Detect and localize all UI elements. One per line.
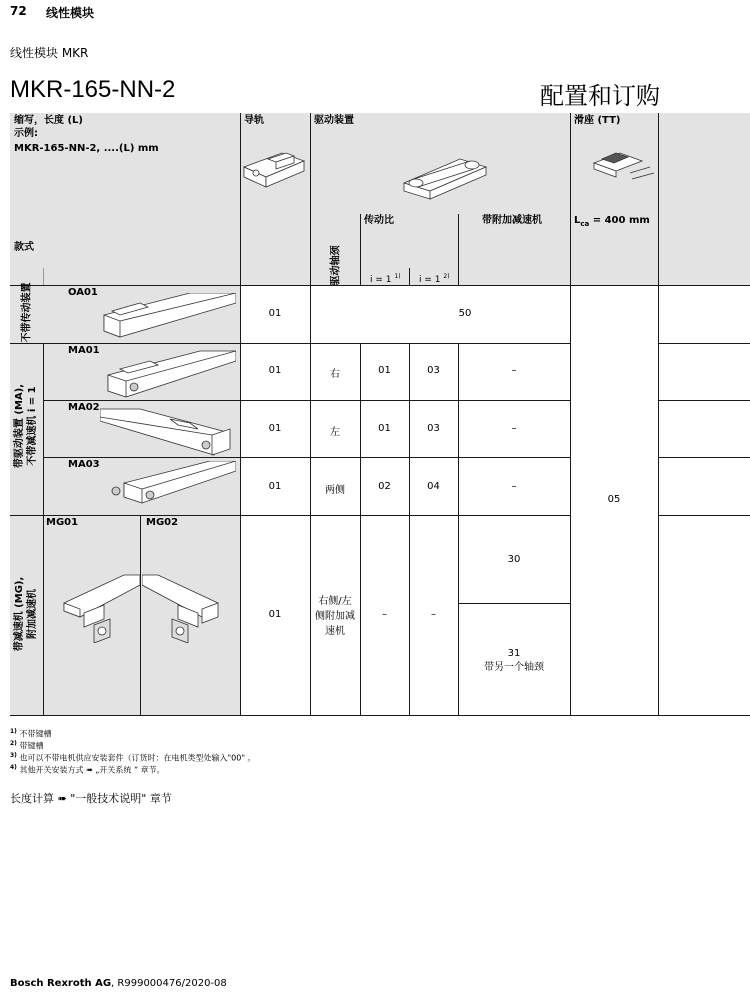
mg-ratio2: –	[431, 609, 436, 620]
footnote-4: $^{4)}$ 其他开关安装方式 ➠ „开关系统 “ 章节。	[10, 764, 165, 775]
row-label-ma03: MA03	[68, 459, 100, 470]
footer: Bosch Rexroth AG, R999000476/2020-08	[10, 978, 227, 989]
ma01-ratio1: 01	[378, 365, 391, 376]
mg01-illustration	[44, 573, 140, 643]
group-with-drive: 带驱动装置 (MA), 不带减速机 i = 1	[14, 383, 38, 469]
header-example-value: MKR-165-NN-2, ....(L) mm	[14, 143, 159, 154]
mg-side: 右侧/左 侧附加减 速机	[315, 596, 355, 637]
configuration-table	[10, 113, 750, 715]
rail-illustration	[242, 143, 308, 195]
ma01-ratio2: 03	[427, 365, 440, 376]
group-with-gearbox: 带减速机 (MG), 附加减速机	[14, 576, 38, 652]
length-note: 长度计算 ➠ "一般技术说明" 章节	[10, 792, 172, 805]
ma01-rail: 01	[268, 365, 282, 376]
ma02-side: 左	[330, 427, 340, 438]
ma03-ratio2: 04	[427, 481, 440, 492]
header-ratio-1: i = 1 $^{1)}$	[370, 273, 401, 285]
drive-illustration	[400, 153, 490, 203]
ma01-illustration	[100, 349, 236, 401]
mg-ratio1: –	[382, 609, 387, 620]
ma02-ratio2: 03	[427, 423, 440, 434]
mg-gearbox-a: 30	[507, 554, 521, 565]
ma03-illustration	[100, 461, 236, 513]
footnote-3: $^{3)}$ 也可以不带电机供应安装套件（订货时：在电机类型处输入"00" 。	[10, 752, 256, 763]
header-example-label: 示例:	[14, 128, 38, 139]
header-abbreviation: 缩写，长度 (L)	[14, 115, 83, 126]
header-lca: $L_{ca} = 400$ mm	[574, 215, 650, 228]
ma03-ratio1: 02	[378, 481, 391, 492]
header-rail: 导轨	[244, 115, 264, 126]
group-no-drive: 不带传动装置	[21, 282, 33, 343]
ma01-gearbox: –	[511, 365, 517, 376]
ma02-gearbox: –	[511, 423, 517, 434]
header-drive: 驱动装置	[314, 115, 354, 126]
row-label-mg01: MG01	[46, 517, 79, 528]
header-drive-journal: 驱动轴颈	[330, 245, 342, 286]
carriage-illustration	[590, 143, 660, 193]
header-style: 款式	[14, 242, 34, 253]
header-carriage: 滑座 (TT)	[574, 115, 621, 126]
ma01-side: 右	[330, 369, 340, 380]
ma02-illustration	[100, 405, 236, 457]
oa01-value: 50	[458, 308, 472, 319]
mg-gearbox-b: 31 带另一个轴颈	[484, 648, 544, 673]
ma03-side: 两侧	[325, 485, 345, 496]
mg-rail: 01	[268, 609, 282, 620]
footnote-1: $^{1)}$ 不带键槽	[10, 728, 52, 739]
footnote-2: $^{2)}$ 带键槽	[10, 740, 44, 751]
section-title: 线性模块	[46, 6, 95, 20]
header-with-gearbox: 带附加减速机	[482, 215, 542, 226]
config-title: 配置和订购	[540, 82, 660, 110]
row-label-mg02: MG02	[146, 517, 179, 528]
header-transmission: 传动比	[364, 215, 394, 226]
oa01-illustration	[100, 293, 236, 343]
ma02-rail: 01	[268, 423, 282, 434]
table-header-bg	[10, 113, 750, 285]
carriage-value: 05	[607, 494, 621, 505]
row-label-ma02: MA02	[68, 402, 100, 413]
ma03-gearbox: –	[511, 481, 517, 492]
row-label-ma01: MA01	[68, 345, 100, 356]
page-number: 72	[10, 4, 27, 18]
mg02-illustration	[142, 573, 238, 643]
ma03-rail: 01	[268, 481, 282, 492]
model-title: MKR-165-NN-2	[10, 76, 176, 103]
oa01-rail: 01	[268, 308, 282, 319]
ma02-ratio1: 01	[378, 423, 391, 434]
header-ratio-2: i = 1 $^{2)}$	[419, 273, 450, 285]
page-subtitle: 线性模块 MKR	[10, 46, 89, 60]
row-label-oa01: OA01	[68, 287, 98, 298]
